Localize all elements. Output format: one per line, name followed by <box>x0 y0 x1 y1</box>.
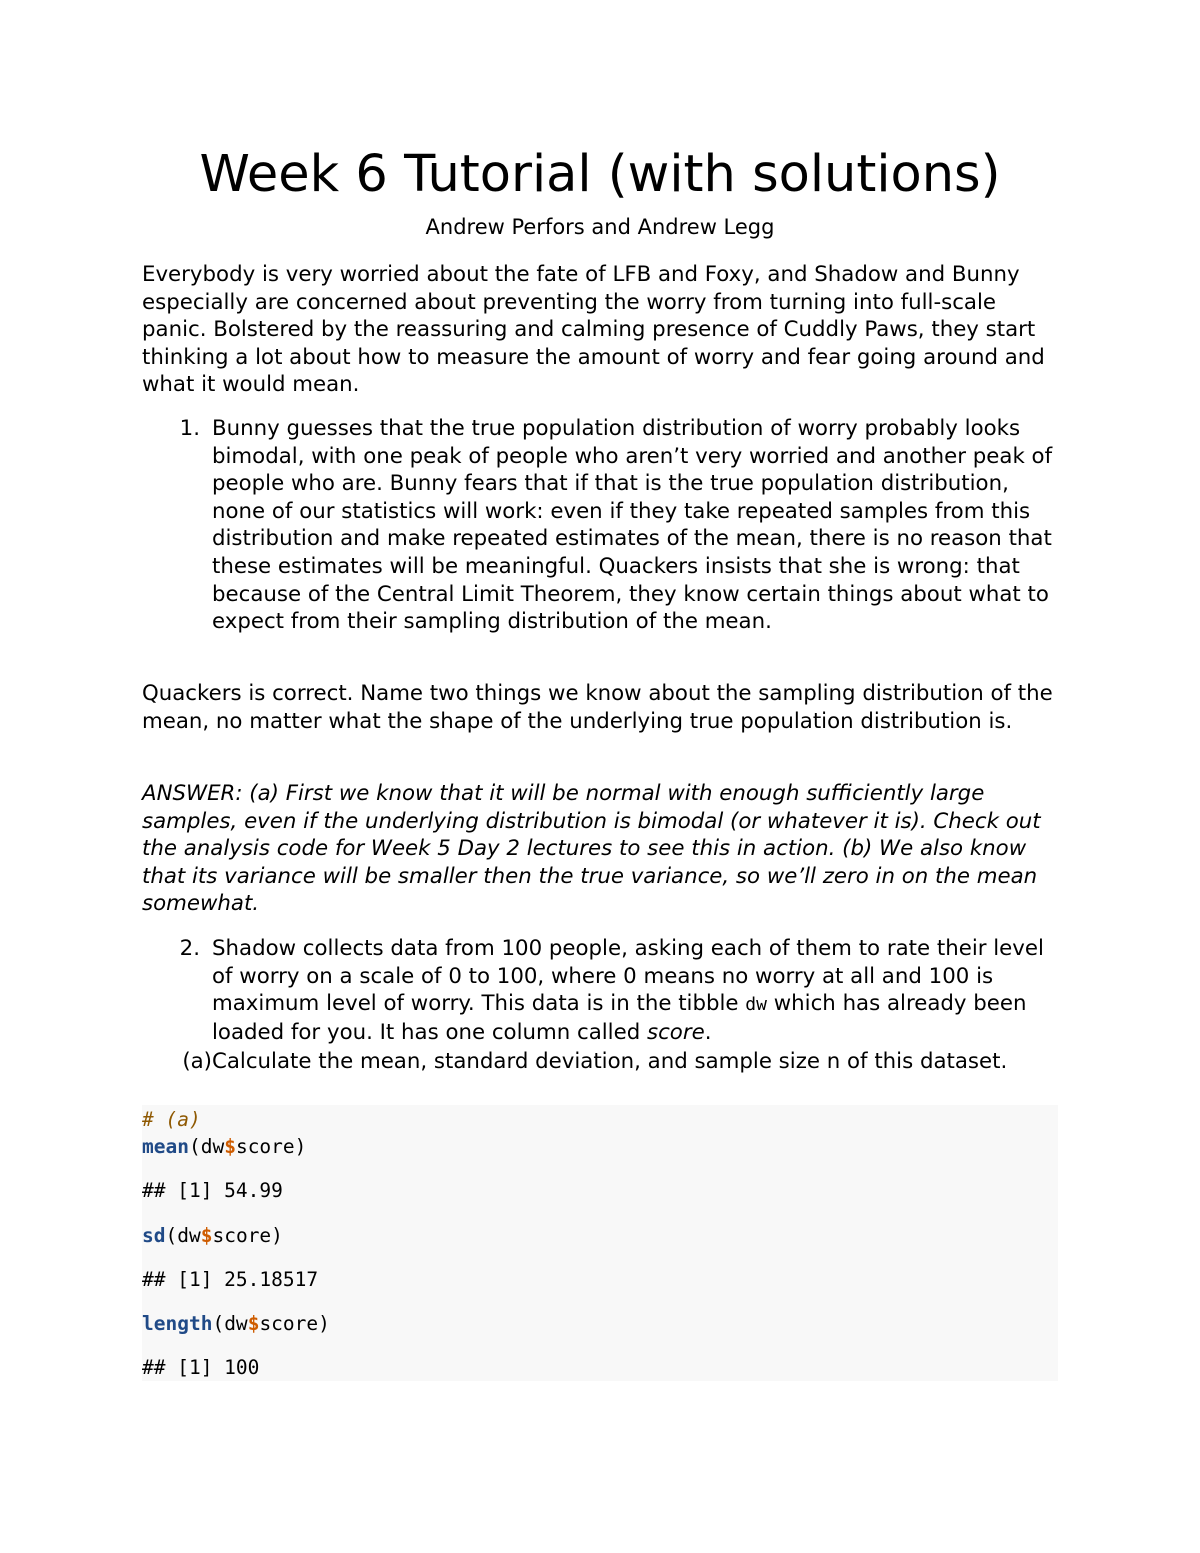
document-authors: Andrew Perfors and Andrew Legg <box>425 215 775 239</box>
output-sd: ## [1] 25.18517 <box>142 1268 319 1291</box>
code-arg-open: (dw <box>212 1312 248 1335</box>
fn-sd: sd <box>142 1224 166 1247</box>
output-length: ## [1] 100 <box>142 1356 260 1379</box>
document-title: Week 6 Tutorial (with solutions) <box>199 145 1001 204</box>
code-arg-open: (dw <box>165 1224 201 1247</box>
code-comment: # (a) <box>142 1108 201 1131</box>
code-arg-close: score) <box>212 1224 283 1247</box>
code-arg-close: score) <box>235 1135 307 1158</box>
code-block <box>142 1105 1058 1381</box>
question-2-text-before: Shadow collects data from 100 people, asking each of them to rate their level of worry on a scale of 0 to 100, where 0 means no worry at all and 100 is maximum level of worry. This data is in the tibble <box>212 936 1044 1017</box>
question-2-text-middle: which has already been loaded for you. It has one column called <box>212 991 1027 1045</box>
code-line-mean <box>142 1134 306 1160</box>
answer-paragraph: ANSWER: (a) First we know that it will be normal with enough sufficiently large samples, even if the underlying distribution is bimodal (or whatever it is). Check out the analysis code for Week 5 Day 2 lectures to see this in action. (b) We also know that its variance will be smaller then the true variance, so we’ll zero in on the mean somewhat. <box>142 781 1041 917</box>
dollar-operator: $ <box>224 1135 236 1158</box>
question-1-text: Bunny guesses that the true population distribution of worry probably looks bimodal, with one peak of people who aren’t very worried and another peak of people who are. Bunny fears that if that is the true population distribution, none of our statistics will work: even if they take repeated samples from this distribution and make repeated estimates of the mean, there is no reason that these estimates will be meaningful. Quackers insists that she is wrong: that because of the Central Limit Theorem, they know certain things about what to expect from their sampling distribution of the mean. <box>212 416 1053 635</box>
dollar-operator: $ <box>200 1224 213 1247</box>
column-name-score: score <box>647 1019 705 1045</box>
code-arg-open: (dw <box>188 1135 225 1158</box>
fn-length: length <box>142 1312 213 1335</box>
code-arg-close: score) <box>259 1312 330 1335</box>
question-2a-number: (a) <box>182 1049 212 1074</box>
inline-code-dw: dw <box>745 994 767 1016</box>
question-2a-text: Calculate the mean, standard deviation, and sample size n of this dataset. <box>212 1049 1008 1074</box>
question-2-number: 2. <box>179 936 200 961</box>
dollar-operator: $ <box>247 1312 260 1335</box>
question-1-number: 1. <box>179 416 200 441</box>
fn-mean: mean <box>142 1135 189 1158</box>
intro-paragraph: Everybody is very worried about the fate of LFB and Foxy, and Shadow and Bunny especially are concerned about preventing the worry from turning into full-scale panic. Bolstered by the reassuring and calming presence of Cuddly Paws, they start thinking a lot about how to measure the amount of worry and fear going around and what it would mean. <box>142 262 1045 398</box>
question-2-text <box>212 935 1058 1046</box>
question-2-text-end: . <box>704 1019 712 1045</box>
code-line-sd <box>142 1223 283 1249</box>
question-1-prompt: Quackers is correct. Name two things we know about the sampling distribution of the mean, no matter what the shape of the underlying true population distribution is. <box>142 681 1053 734</box>
code-line-length <box>142 1311 330 1337</box>
output-mean: ## [1] 54.99 <box>142 1179 283 1202</box>
